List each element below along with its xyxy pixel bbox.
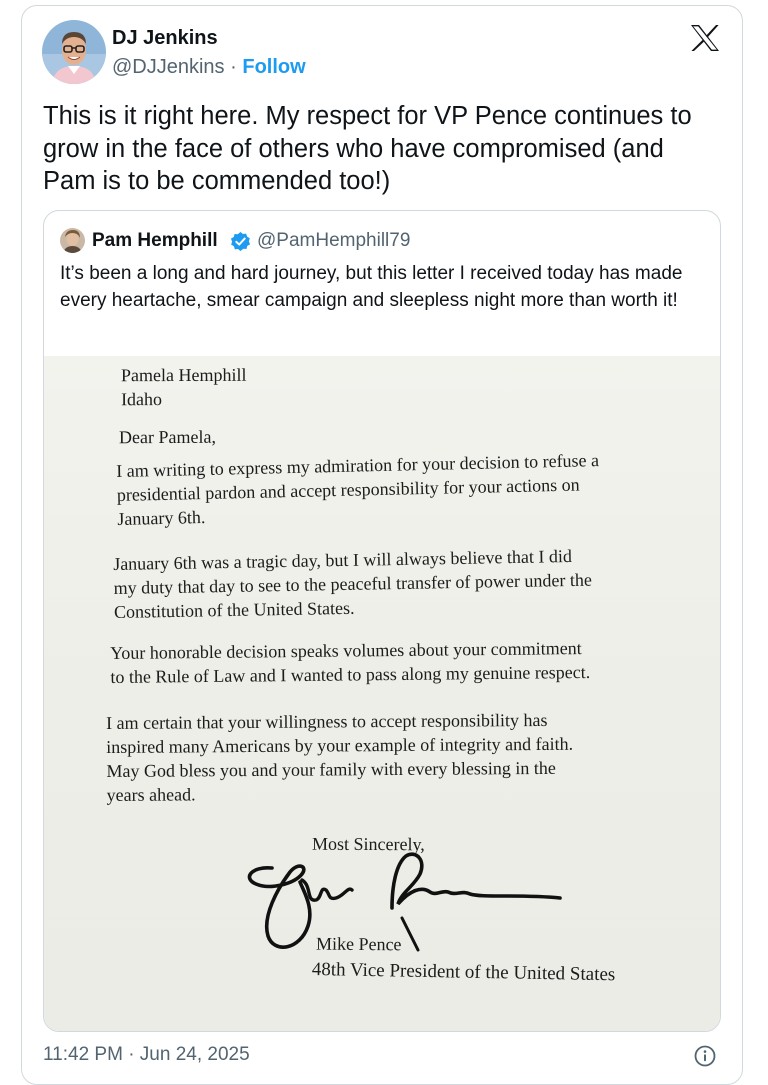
verified-badge-icon [230,231,251,252]
author-avatar[interactable] [42,20,106,84]
tweet-text: This is it right here. My respect for VP Pence continues to grow in the face of others who have compromised (and Pam is to be commended too!) [43,102,692,195]
letter-paragraph-4: I am certain that your willingness to accept responsibility has inspired many Americans by your example of integrity and faith. May God bless you and your family with every blessing in the years ahead. [106,709,574,805]
author-name[interactable]: DJ Jenkins [112,27,218,49]
meta-separator: · [230,56,237,78]
x-logo-icon[interactable] [690,24,720,52]
quoted-tweet-text: It’s been a long and hard journey, but this letter I received today has made every heartache, smear campaign and sleepless night more than worth it! [60,263,683,311]
info-icon[interactable] [694,1045,716,1067]
follow-button[interactable]: Follow [242,56,306,78]
letter-paragraph-3: Your honorable decision speaks volumes about your commitment to the Rule of Law and I wanted to pass along my genuine respect. [110,638,591,687]
letter-recipient: Pamela Hemphill Idaho [120,364,247,410]
letter-image[interactable] [44,356,721,1032]
quoted-author-handle[interactable]: @PamHemphill79 [257,230,411,251]
letter-paragraph-2: January 6th was a tragic day, but I will always believe that I did my duty that day to see to the peaceful transfer of power under the Constitution of the United States. [113,545,593,622]
letter-signer-title: 48th Vice President of the United States [311,958,616,986]
author-meta [112,56,306,79]
quoted-author-avatar[interactable] [60,228,85,253]
author-handle[interactable]: @DJJenkins [112,56,225,78]
letter-paragraph-1: I am writing to express my admiration for your decision to refuse a presidential pardon and accept responsibility for your actions on January 6th. [116,450,600,529]
quoted-tweet[interactable] [43,210,721,1032]
tweet-timestamp[interactable]: 11:42 PM · Jun 24, 2025 [43,1044,250,1065]
letter-closing: Most Sincerely, [311,833,425,855]
letter-salutation: Dear Pamela, [118,426,217,448]
signature-icon [242,846,572,966]
quoted-author-name[interactable]: Pam Hemphill [92,230,218,251]
letter-signer-name: Mike Pence [315,933,402,955]
